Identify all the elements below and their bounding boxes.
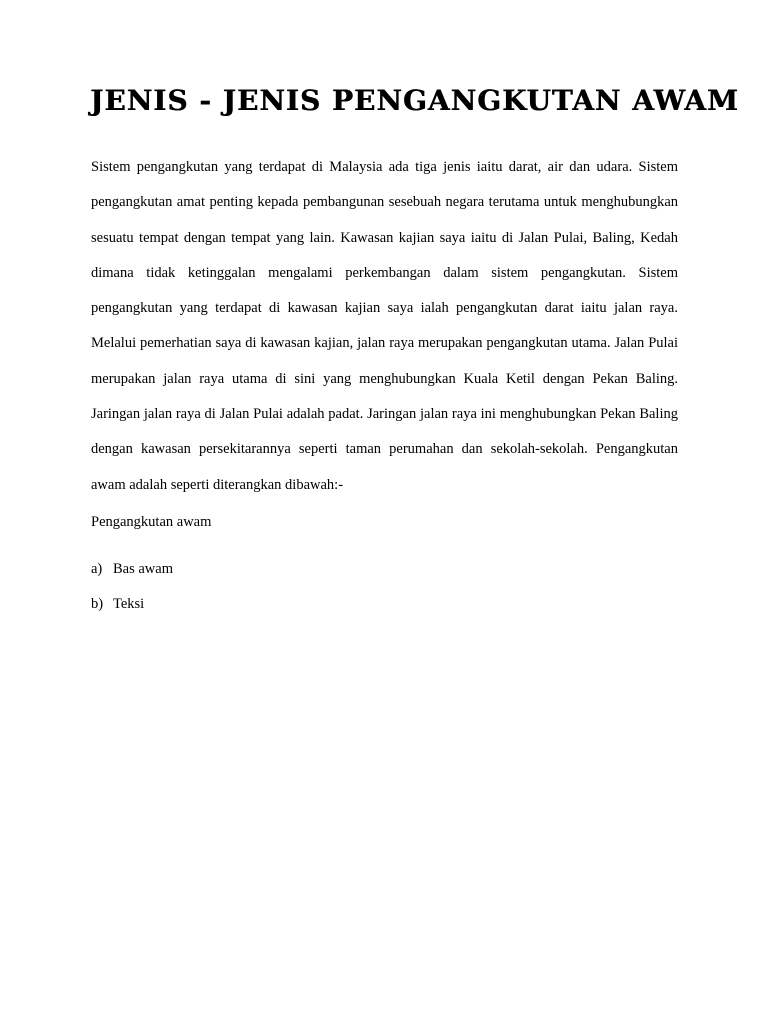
body-paragraph: Sistem pengangkutan yang terdapat di Malaysia ada tiga jenis iaitu darat, air dan udara. Sistem pengangkutan amat penting kepada pembangunan sesebuah negara terutama untuk menghubungkan sesuatu tempat dengan tempat yang lain. Kawasan kajian saya iaitu di Jalan Pulai, Baling, Kedah dimana tidak ketinggalan mengalami perkembangan dalam sistem pengangkutan. Sistem pengangkutan yang terdapat di kawasan kajian saya ialah pengangkutan darat iaitu jalan raya. Melalui pemerhatian saya di kawasan kajian, jalan raya merupakan pengangkutan utama. Jalan Pulai merupakan jalan raya utama di sini yang menghubungkan Kuala Ketil dengan Pekan Baling. Jaringan jalan raya di Jalan Pulai adalah padat. Jaringan jalan raya ini menghubungkan Pekan Baling dengan kawasan persekitarannya seperti taman perumahan dan sekolah-sekolah. Pengangkutan awam adalah seperti diterangkan dibawah:- bbox=[91, 159, 678, 493]
transport-list bbox=[91, 557, 173, 627]
list-marker: a) bbox=[91, 561, 103, 577]
document-title: JENIS - JENIS PENGANGKUTAN AWAM bbox=[90, 84, 739, 117]
list-item bbox=[91, 557, 173, 592]
list-item-text: Teksi bbox=[113, 596, 145, 612]
list-item bbox=[91, 592, 173, 627]
list-marker: b) bbox=[91, 596, 104, 612]
list-item-text: Bas awam bbox=[113, 561, 173, 577]
section-subheading: Pengangkutan awam bbox=[91, 514, 212, 530]
